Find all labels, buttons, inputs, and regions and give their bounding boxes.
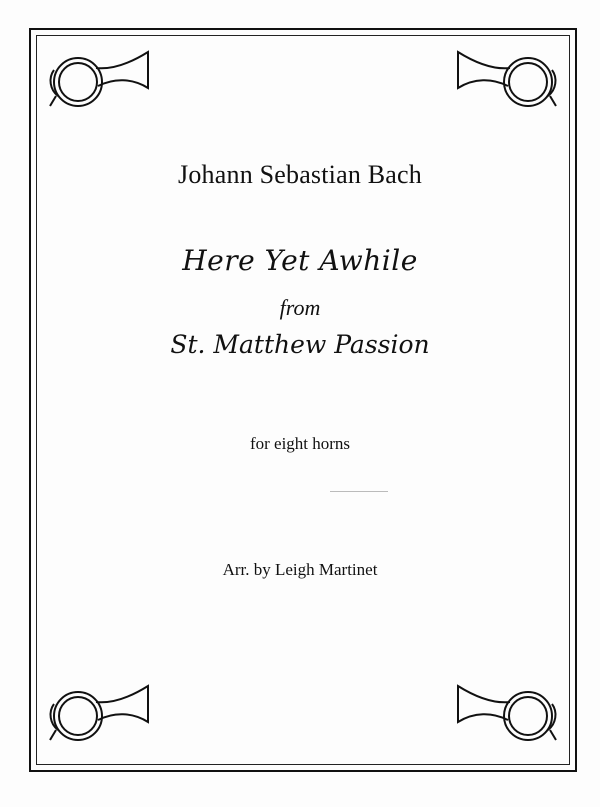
french-horn-icon: [452, 682, 562, 748]
inner-border-frame: [36, 35, 570, 765]
french-horn-icon: [452, 48, 562, 114]
scan-mark-divider: [330, 491, 388, 492]
arranger-credit: Arr. by Leigh Martinet: [222, 560, 378, 579]
french-horn-icon: [44, 48, 154, 114]
instrumentation-line: for eight horns: [249, 434, 351, 453]
composer-name: Johann Sebastian Bach: [178, 160, 422, 189]
french-horn-icon: [44, 682, 154, 748]
piece-title: Here Yet Awhile: [182, 244, 418, 277]
from-label: from: [279, 295, 321, 320]
source-work-title: St. Matthew Passion: [170, 330, 430, 359]
